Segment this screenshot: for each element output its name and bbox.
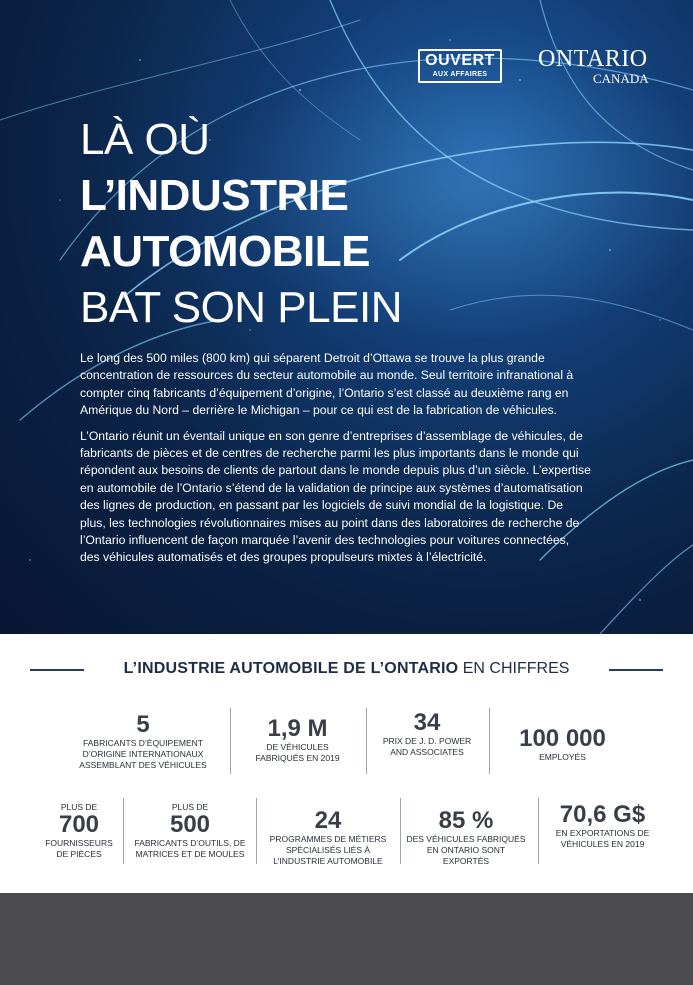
- stat-cell: [545, 802, 660, 850]
- stat-divider: [256, 798, 257, 864]
- ontario-canada-logo: [538, 46, 668, 85]
- stat-value: 700: [58, 811, 100, 838]
- headline-line2: L’INDUSTRIE: [80, 171, 349, 220]
- stat-prefix: PLUS DE: [60, 802, 98, 812]
- stat-caption: PROGRAMMES DE MÉTIERS SPÉCIALISÉS LIÉS À L’INDUSTRIE AUTOMOBILE: [269, 834, 387, 866]
- stat-value: 85 %: [438, 807, 494, 834]
- stat-caption: DES VÉHICULES FABRIQUÉS EN ONTARIO SONT EXPORTÉS: [406, 834, 526, 866]
- stat-divider: [538, 798, 539, 864]
- stats-row-1: [40, 706, 660, 786]
- ouvert-logo-line1: OUVERT: [425, 52, 495, 69]
- stat-divider: [230, 708, 231, 774]
- stat-prefix: PLUS DE: [171, 802, 209, 812]
- stat-cell: [250, 716, 345, 764]
- stat-divider: [489, 708, 490, 774]
- stat-divider: [123, 798, 124, 864]
- stat-value: 500: [169, 811, 211, 838]
- stat-value: 34: [413, 709, 441, 736]
- stats-title-rest: EN CHIFFRES: [458, 660, 570, 677]
- stats-row-2: [40, 796, 660, 876]
- stat-value: 100 000: [519, 725, 606, 752]
- stat-divider: [366, 708, 367, 774]
- stat-cell: [500, 726, 625, 763]
- headline-line1: LÀ OÙ: [80, 115, 210, 164]
- stat-cell: [40, 802, 118, 860]
- stats-title: [30, 657, 663, 681]
- stat-value: 24: [314, 807, 342, 834]
- ontario-logo-line1: ONTARIO: [538, 46, 648, 72]
- stats-title-bold: L’INDUSTRIE AUTOMOBILE DE L’ONTARIO: [123, 660, 459, 677]
- ouvert-aux-affaires-logo: [418, 49, 502, 83]
- ouvert-logo-line2: AUX AFFAIRES: [432, 71, 488, 78]
- stat-caption: FABRICANTS D’ÉQUIPEMENT D’ORIGINE INTERNATIONAUX ASSEMBLANT DES VÉHICULES: [79, 738, 207, 770]
- intro-paragraph-1: Le long des 500 miles (800 km) qui séparent Detroit d’Ottawa se trouve la plus grande concentration de ressources du secteur automobile au monde. Seul territoire infranational à compter cinq fabricants d’équipement d’origine, l’Ontario s’est classé au deuxième rang en Amérique du Nord – derrière le Michigan – pour ce qui est de la fabrication de véhicules.: [80, 351, 574, 418]
- headline-line4: BAT SON PLEIN: [80, 283, 402, 332]
- stat-caption: PRIX DE J. D. POWER AND ASSOCIATES: [382, 736, 472, 757]
- stats-heading: [30, 657, 663, 681]
- intro-paragraph-2: L’Ontario réunit un éventail unique en son genre d’entreprises d’assemblage de véhicules, de fabricants de pièces et de centres de recherche parmi les plus importants dans le monde qui répondent aux besoins de clients de partout dans le monde depuis plus d’un siècle. L’expertise en automobile de l’Ontario s’étend de la validation de principe aux systèmes d’automatisation des lignes de production, en passant par les logiciels de suivi mondial de la logistique. De plus, les technologies révolutionnaires mises au point dans des laboratoires de recherche de l’Ontario influencent de façon marquée l’avenir des technologies pour voitures connectées, des véhicules automatisés et des groupes propulseurs mixtes à l’électricité.: [80, 428, 591, 565]
- stat-caption: EN EXPORTATIONS DE VÉHICULES EN 2019: [555, 828, 650, 849]
- footer-band: [0, 893, 693, 985]
- stat-cell: [68, 712, 218, 771]
- stat-cell: [406, 808, 526, 867]
- page-headline: [80, 112, 402, 336]
- stat-divider: [400, 798, 401, 864]
- stat-cell: [130, 802, 250, 860]
- stat-cell: [262, 808, 394, 867]
- intro-text: [80, 350, 592, 575]
- stat-cell: [382, 710, 472, 758]
- headline-line3: AUTOMOBILE: [80, 227, 370, 276]
- stat-value: 5: [136, 711, 150, 738]
- stat-caption: DE VÉHICULES FABRIQUÉS EN 2019: [255, 742, 340, 763]
- ontario-logo-line2: CANADA: [593, 71, 649, 86]
- stat-value: 1,9 M: [267, 715, 328, 742]
- stat-value: 70,6 G$: [559, 801, 646, 828]
- stat-caption: EMPLOYÉS: [539, 752, 586, 762]
- stat-caption: FABRICANTS D’OUTILS, DE MATRICES ET DE MOULES: [134, 838, 246, 859]
- stat-caption: FOURNISSEURS DE PIÈCES: [45, 838, 113, 859]
